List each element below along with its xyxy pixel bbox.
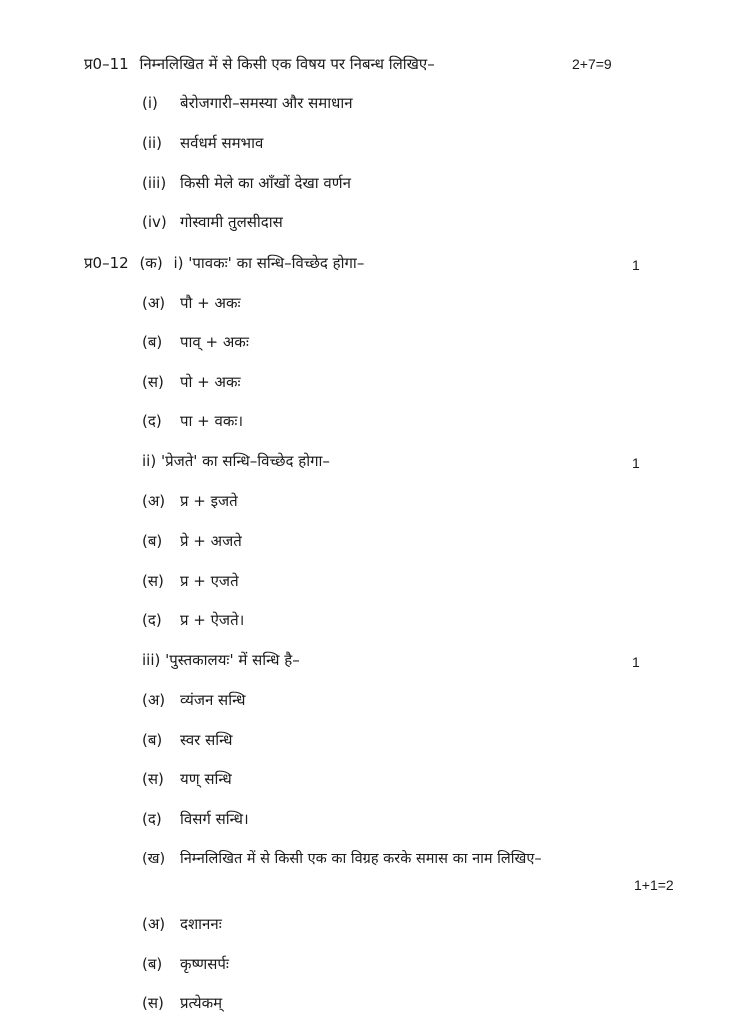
option-text: पाव् + अकः (180, 333, 249, 351)
option-row (142, 730, 232, 750)
option-label: (अ) (142, 294, 166, 312)
option-label: (iii) (142, 174, 167, 192)
option-label: (द) (142, 412, 162, 430)
option-label: (ब) (142, 532, 163, 550)
option-label: (स) (142, 373, 164, 391)
question-12-part-kha-marks: 1+1=2 (634, 877, 674, 893)
option-row (142, 372, 241, 392)
question-12-row (84, 253, 364, 273)
option-label: (स) (142, 572, 164, 590)
option-row (142, 531, 242, 551)
option-text: बेरोजगारी–समस्या और समाधान (180, 94, 353, 112)
option-label: (ब) (142, 731, 163, 749)
option-label: (अ) (142, 492, 166, 510)
question-12-part-kha-text: निम्नलिखित में से किसी एक का विग्रह करके समास का नाम लिखिए– (180, 851, 542, 867)
question-12-sub1-marks: 1 (632, 257, 640, 273)
option-row (142, 411, 243, 431)
option-text: यण् सन्धि (180, 770, 232, 788)
option-text: सर्वधर्म समभाव (180, 134, 264, 152)
option-label: (अ) (142, 915, 166, 933)
question-12-part-ka: (क) (139, 254, 163, 272)
question-12-sub2-marks: 1 (632, 455, 640, 471)
option-row (142, 571, 239, 591)
option-row (142, 610, 244, 630)
option-label: (iv) (142, 213, 167, 231)
option-label: (i) (142, 94, 158, 112)
option-text: कृष्णसर्पः (180, 955, 229, 973)
option-row (142, 690, 245, 710)
option-text: दशाननः (180, 915, 222, 933)
option-text: किसी मेले का आँखों देखा वर्णन (180, 174, 351, 192)
option-row (142, 769, 232, 789)
option-row (142, 133, 263, 153)
question-12-number: प्र0–12 (84, 254, 129, 272)
question-11-marks: 2+7=9 (572, 56, 612, 72)
option-label: (स) (142, 994, 164, 1012)
option-row (142, 954, 229, 974)
option-text: प्र + एजते (180, 572, 239, 590)
question-12-sub2-text: ii) 'प्रेजते' का सन्धि–विच्छेद होगा– (142, 452, 330, 470)
option-text: व्यंजन सन्धि (180, 691, 246, 709)
option-text: गोस्वामी तुलसीदास (180, 213, 283, 231)
question-12-part-kha-label: (ख) (142, 851, 166, 867)
option-text: प्र + ऐजते। (180, 611, 245, 629)
option-row (142, 993, 222, 1013)
option-text: पा + वकः। (180, 412, 244, 430)
option-row (142, 809, 249, 829)
option-text: स्वर सन्धि (180, 731, 233, 749)
option-text: प्रे + अजते (180, 532, 242, 550)
option-label: (द) (142, 611, 162, 629)
question-11-number: प्र0–11 (84, 55, 129, 73)
question-12-part-kha-row (142, 849, 542, 869)
option-label: (ब) (142, 955, 163, 973)
option-text: प्रत्येकम् (180, 994, 223, 1012)
option-text: प्र + इजते (180, 492, 238, 510)
option-row (142, 212, 283, 232)
question-12-sub3-text: iii) 'पुस्तकालयः' में सन्धि है– (142, 651, 300, 669)
question-12-sub1-text: i) 'पावकः' का सन्धि–विच्छेद होगा– (173, 254, 365, 272)
option-row (142, 914, 222, 934)
option-text: पौ + अकः (180, 294, 241, 312)
question-11-row (84, 54, 435, 74)
question-11-text: निम्नलिखित में से किसी एक विषय पर निबन्ध लिखिए– (139, 55, 435, 73)
option-row (142, 332, 249, 352)
option-row (142, 491, 238, 511)
option-row (142, 93, 353, 113)
option-text: विसर्ग सन्धि। (180, 810, 249, 828)
option-row (142, 173, 351, 193)
option-label: (स) (142, 770, 164, 788)
question-12-sub3-marks: 1 (632, 654, 640, 670)
option-row (142, 293, 241, 313)
option-label: (ब) (142, 333, 163, 351)
option-text: पो + अकः (180, 373, 241, 391)
option-label: (द) (142, 810, 162, 828)
option-label: (अ) (142, 691, 166, 709)
option-label: (ii) (142, 134, 163, 152)
